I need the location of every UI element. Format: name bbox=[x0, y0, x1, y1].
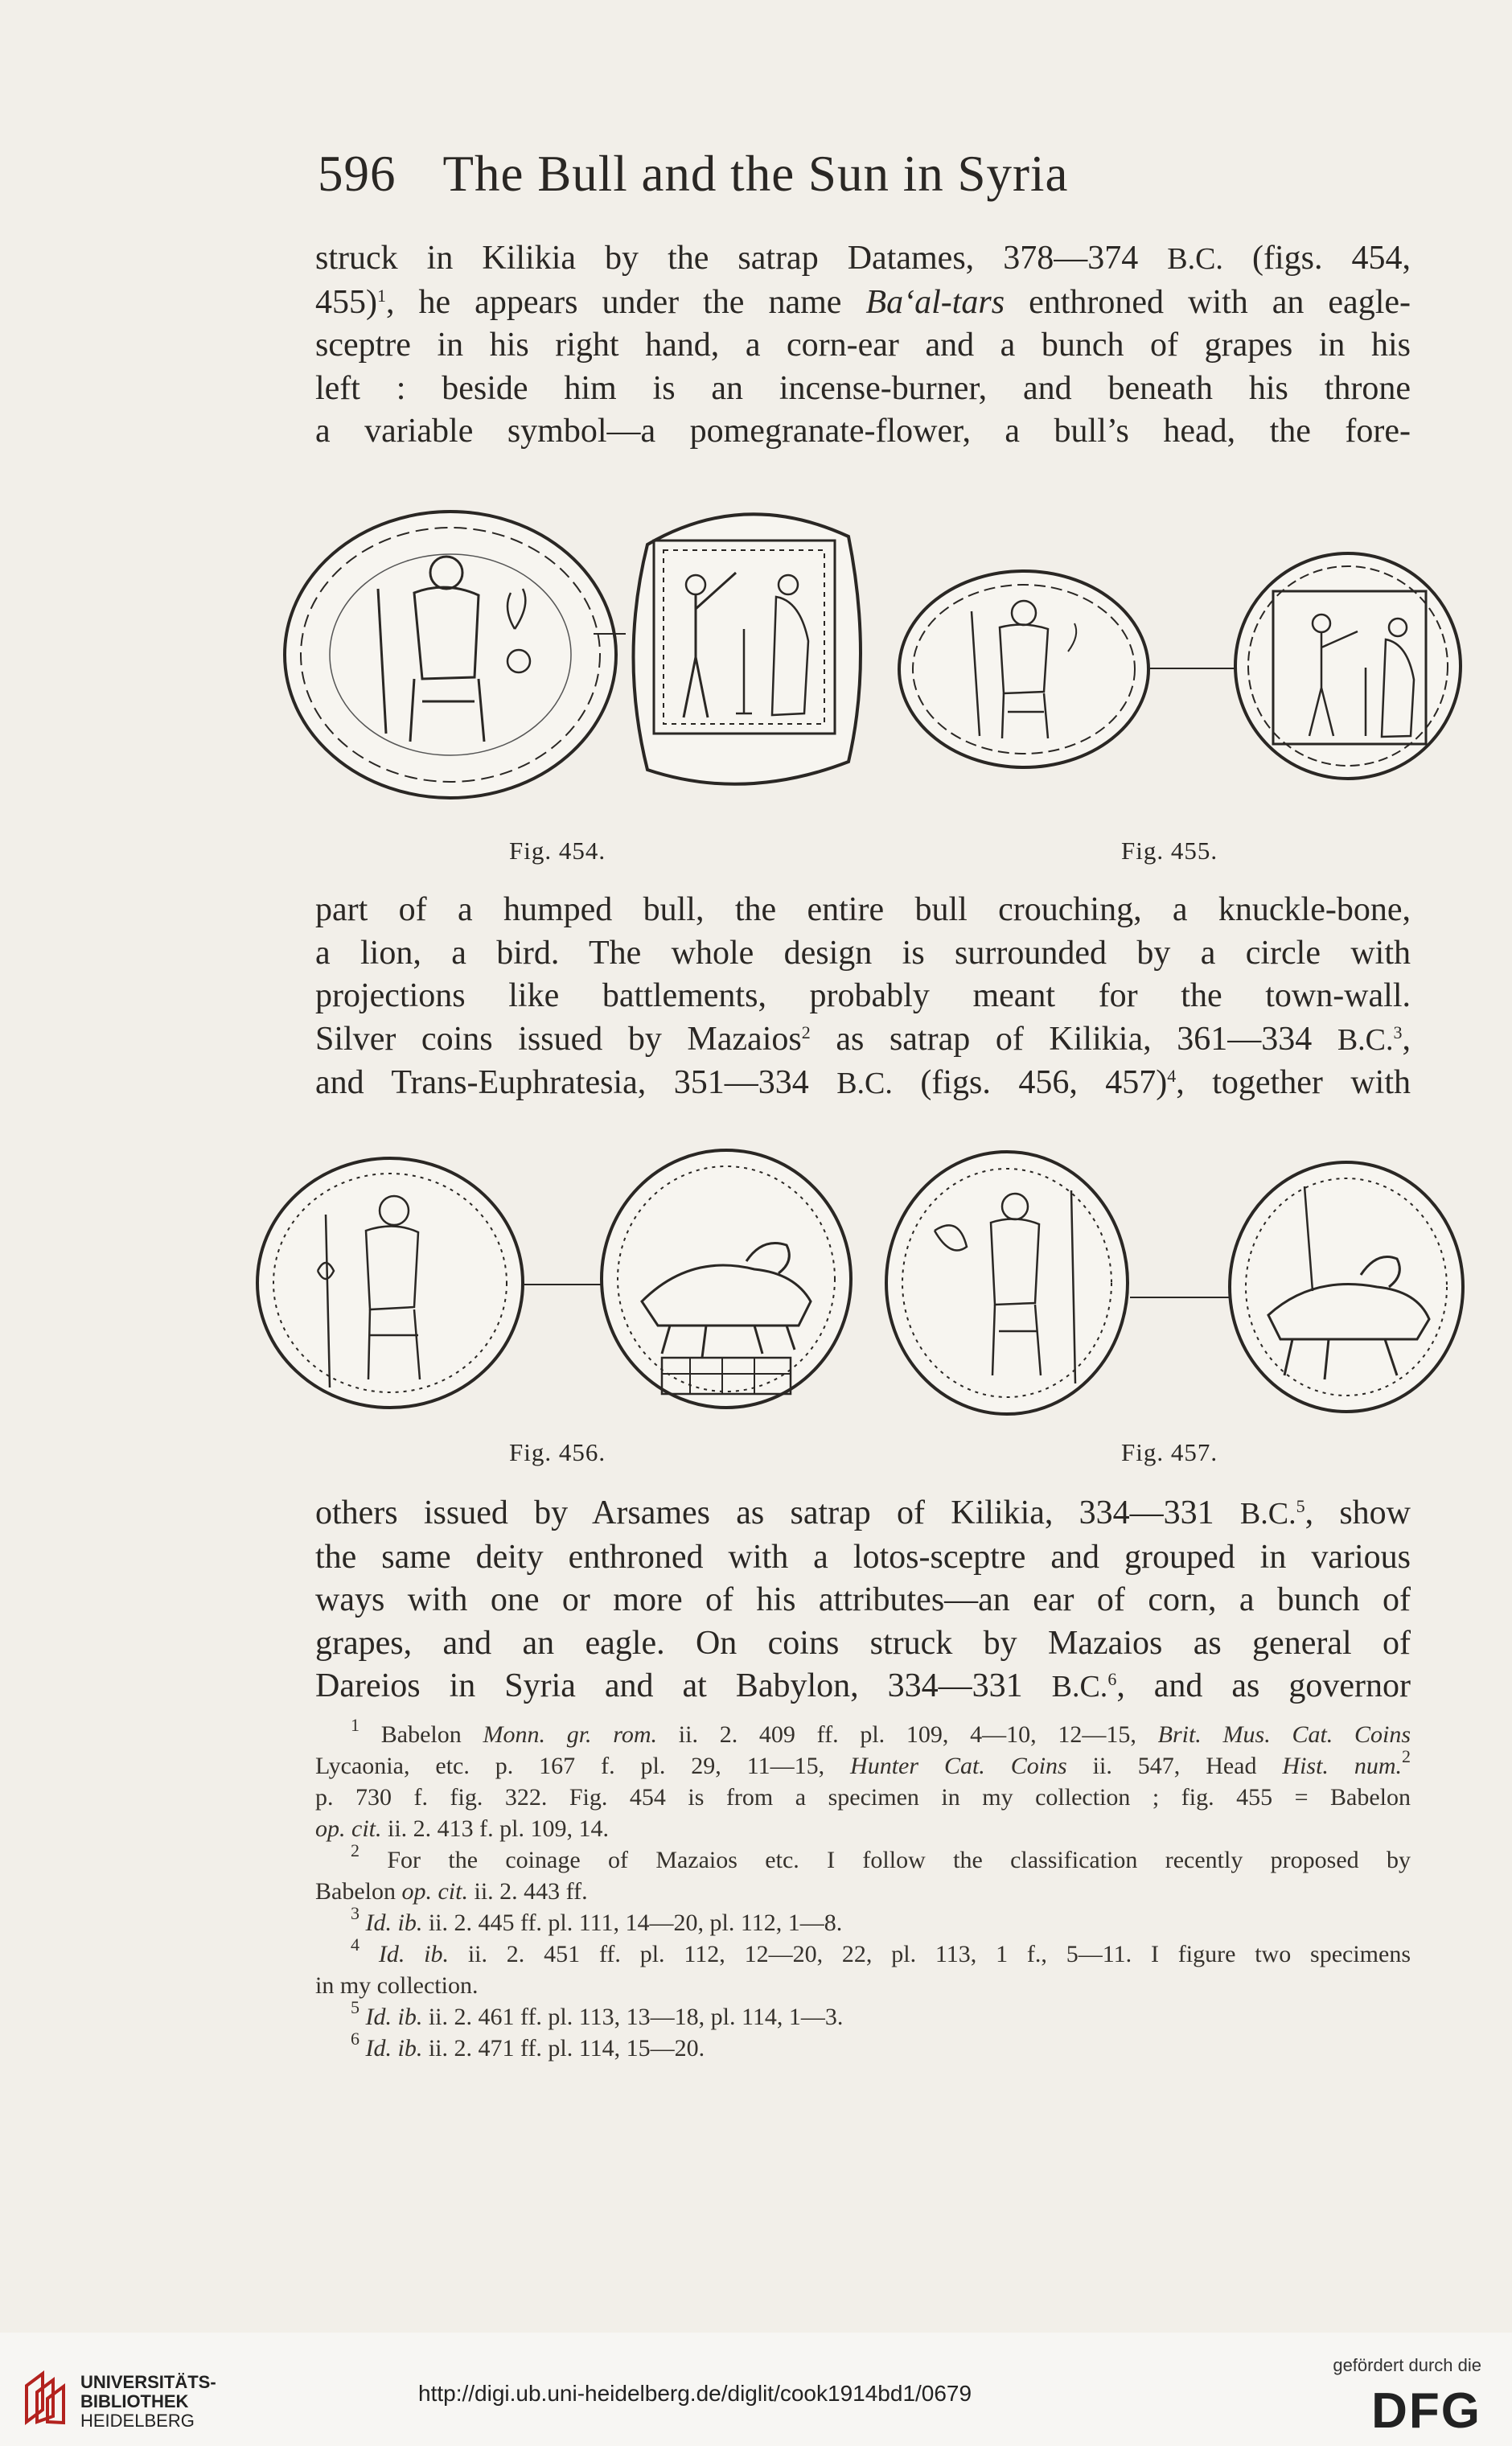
running-header bbox=[318, 145, 1428, 203]
footnote-ref[interactable]: 6 bbox=[1107, 1669, 1117, 1690]
permalink-url[interactable]: http://digi.ub.uni-heidelberg.de/diglit/cook1914bd1/0679 bbox=[418, 2381, 972, 2406]
text-line: 455)$^1$, he appears under the name Ba‘al-tars enthroned with an eagle- bbox=[315, 283, 1411, 321]
figure-457-coin-reverse bbox=[1224, 1154, 1469, 1420]
figure-455-coin-obverse bbox=[891, 563, 1157, 776]
text-line: struck in Kilikia by the satrap Datames, 378—374 B.C. (figs. 454, bbox=[315, 240, 1411, 277]
text-line: left : beside him is an incense-burner, and beneath his throne bbox=[315, 369, 1411, 407]
footnote-ref[interactable]: 3 bbox=[1393, 1022, 1403, 1042]
paragraph-1 bbox=[315, 237, 1411, 454]
text-line: ways with one or more of his attributes—an ear of corn, a bunch of bbox=[315, 1581, 1411, 1619]
library-footer bbox=[0, 2333, 1512, 2446]
text-line: the same deity enthroned with a lotos-sceptre and grouped in various bbox=[315, 1538, 1411, 1576]
figure-456-coin-obverse bbox=[249, 1150, 531, 1416]
text-line: a variable symbol—a pomegranate-flower, a bull’s head, the fore- bbox=[315, 413, 1411, 450]
figure-457-coin-obverse bbox=[878, 1142, 1136, 1424]
text-line: sceptre in his right hand, a corn-ear and a bunch of grapes in his bbox=[315, 327, 1411, 364]
footnote-ref[interactable]: 5 bbox=[1296, 1496, 1305, 1516]
footnotes bbox=[315, 1715, 1411, 2064]
figure-454-caption: Fig. 454. bbox=[509, 837, 606, 865]
footnote-2: $^2$ For the coinage of Mazaios etc. I follow the classification recently proposed by Babelon op. cit. ii. 2. 443 ff. bbox=[315, 1840, 1411, 1905]
footnote-6: $^6$ Id. ib. ii. 2. 471 ff. pl. 114, 15—20. bbox=[351, 2029, 705, 2062]
figure-456-coin-reverse bbox=[594, 1141, 859, 1418]
figure-455-coin-reverse bbox=[1229, 547, 1466, 784]
figure-connector-line bbox=[524, 1282, 605, 1287]
library-name[interactable]: UNIVERSITÄTS- BIBLIOTHEK HEIDELBERG bbox=[80, 2372, 216, 2431]
text-line: others issued by Arsames as satrap of Kilikia, 334—331 B.C.$^5$, show bbox=[315, 1494, 1411, 1531]
figure-connector-line bbox=[594, 631, 626, 636]
footnote-3: $^3$ Id. ib. ii. 2. 445 ff. pl. 111, 14—20, pl. 112, 1—8. bbox=[351, 1903, 843, 1936]
figure-454-coin-obverse bbox=[273, 500, 627, 810]
footnote-4: $^4$ Id. ib. ii. 2. 451 ff. pl. 112, 12—20, 22, pl. 113, 1 f., 5—11. I figure two specimens in my collection. bbox=[315, 1934, 1411, 1999]
figure-457-caption: Fig. 457. bbox=[1121, 1438, 1218, 1466]
library-logo-icon[interactable] bbox=[23, 2370, 71, 2426]
figure-455-caption: Fig. 455. bbox=[1121, 837, 1218, 865]
text-line: part of a humped bull, the entire bull crouching, a knuckle-bone, bbox=[315, 891, 1411, 928]
footnote-1: $^1$ Babelon Monn. gr. rom. ii. 2. 409 ff. pl. 109, 4—10, 12—15, Brit. Mus. Cat. Coins Lycaonia, etc. p. 167 f. pl. 29, 11—15, Hunter Cat. Coins ii. 547, Head Hist. num.$^2$ p. 730 f. fig. 322. Fig. 454 is from a specimen in my collection ; fig. 455 = Babelon op. cit. ii. 2. 413 f. pl. 109, 14. bbox=[315, 1715, 1411, 1842]
footnote-5: $^5$ Id. ib. ii. 2. 461 ff. pl. 113, 13—18, pl. 114, 1—3. bbox=[351, 1997, 844, 2030]
funding-note: gefördert durch die bbox=[1333, 2355, 1481, 2375]
page-title: The Bull and the Sun in Syria bbox=[442, 146, 1069, 202]
footnote-ref[interactable]: 1 bbox=[377, 285, 386, 306]
paragraph-3 bbox=[315, 1492, 1411, 1709]
figure-connector-line bbox=[1150, 666, 1239, 671]
footnote-ref[interactable]: 2 bbox=[801, 1022, 811, 1042]
text-line: Silver coins issued by Mazaios$^2$ as satrap of Kilikia, 361—334 B.C.$^3$, bbox=[315, 1020, 1411, 1058]
figure-456-caption: Fig. 456. bbox=[509, 1438, 606, 1466]
paragraph-2 bbox=[315, 889, 1411, 1106]
footnote-ref[interactable]: 4 bbox=[1167, 1066, 1177, 1087]
text-line: a lion, a bird. The whole design is surrounded by a circle with bbox=[315, 934, 1411, 972]
figure-454-coin-reverse bbox=[615, 496, 873, 802]
dfg-logo[interactable]: DFG bbox=[1371, 2383, 1481, 2439]
text-line: grapes, and an eagle. On coins struck by Mazaios as general of bbox=[315, 1624, 1411, 1662]
text-line: projections like battlements, probably meant for the town-wall. bbox=[315, 977, 1411, 1015]
text-line: Dareios in Syria and at Babylon, 334—331 B.C.$^6$, and as governor bbox=[315, 1667, 1411, 1705]
figure-connector-line bbox=[1130, 1295, 1233, 1300]
text-line: and Trans-Euphratesia, 351—334 B.C. (figs. 456, 457)$^4$, together with bbox=[315, 1064, 1411, 1102]
page-number: 596 bbox=[318, 146, 396, 202]
